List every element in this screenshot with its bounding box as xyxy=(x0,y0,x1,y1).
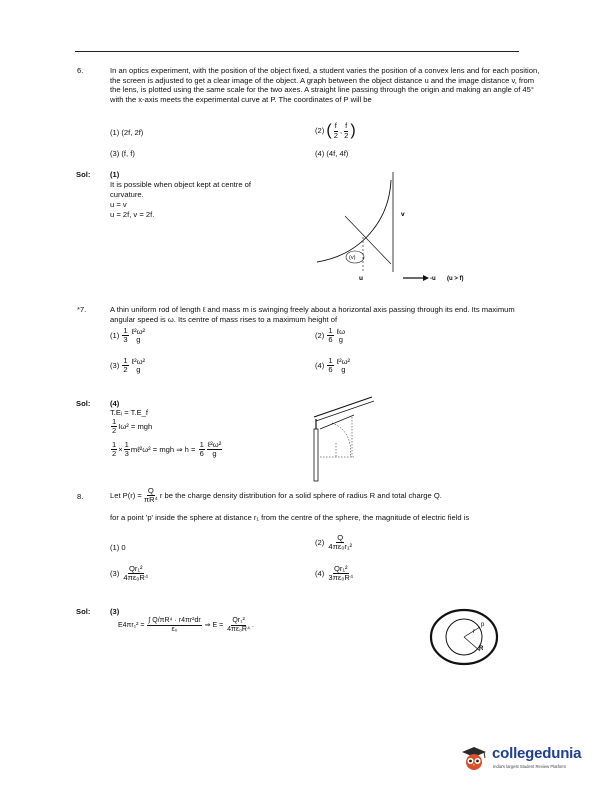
condition-label: (u > f) xyxy=(447,276,464,282)
option-2: (2) ( $\frac{f}{2}$ , $\frac{f}{2}$ ) xyxy=(315,121,356,140)
option-1: (1) (2f, 2f) xyxy=(110,128,144,137)
radius-line xyxy=(464,637,480,651)
brand-logo xyxy=(460,742,600,776)
sphere-figure xyxy=(428,607,500,667)
fraction-numerator: f xyxy=(345,121,348,131)
solution-line: $\frac{1}{2}$ × $\frac{1}{3}$ mℓ²ω² = mgh ⇒ h = $\frac{1}{6}$ $\frac{\text{ℓ²ω²}}{g}$ xyxy=(112,440,222,459)
option-label: (2) xyxy=(315,126,325,136)
option-1: (1) $\frac{1}{3}$ ℓ²ω² g xyxy=(110,326,146,345)
solution-equation: E4πr₁² = $\frac{\text{∫ Q/πR⁴ · r4πr²dr}}{\text{ε₀}}$ ⇒ E = $\frac{\text{Qr₁²}}{\text{4πε₀R⁴}}$ . xyxy=(118,617,254,633)
rod xyxy=(314,429,318,481)
brand-tagline: India's largest Student Review Platform xyxy=(493,764,566,769)
r-label: r xyxy=(473,629,475,635)
uv-graph xyxy=(315,172,505,284)
circle-label: (v) xyxy=(349,255,356,261)
rod-figure xyxy=(308,393,380,485)
option-2: (2) $\frac{1}{6}$ ℓω g xyxy=(315,326,346,345)
question-number: 8. xyxy=(77,492,84,501)
question-number: *7. xyxy=(77,305,87,314)
solution-label: Sol: xyxy=(76,607,91,616)
solution-line: T.Eᵢ = T.E_f xyxy=(110,408,148,417)
option-4: (4) (4f, 4f) xyxy=(315,149,349,158)
R-label: R xyxy=(479,646,484,652)
solution-answer: (4) xyxy=(110,399,120,408)
solution-label: Sol: xyxy=(76,170,91,179)
option-4: (4) $\frac{1}{6}$ ℓ²ω² g xyxy=(315,356,351,375)
p-label: p xyxy=(481,622,485,628)
solution-line: $\frac{1}{2}$ Iω² = mgh xyxy=(112,417,153,436)
ceiling xyxy=(314,397,372,417)
header-rule xyxy=(75,51,519,52)
option-3: (3) $\frac{1}{2}$ ℓ²ω² g xyxy=(110,356,146,375)
owl-icon xyxy=(460,744,488,772)
swing-arc xyxy=(332,423,350,457)
solution-line: u = v xyxy=(110,200,127,209)
v-label: v xyxy=(401,211,405,218)
option-3: (3) (f, f) xyxy=(110,149,135,158)
fraction-numerator: f xyxy=(334,121,337,131)
displaced-rod xyxy=(320,415,354,429)
uv-curve xyxy=(317,180,391,262)
question-text: for a point 'p' inside the sphere at distance r₁ from the centre of the sphere, the magnitude of electric field is xyxy=(110,513,470,522)
solution-line: It is possible when object kept at centre of xyxy=(110,180,251,189)
solution-label: Sol: xyxy=(76,399,91,408)
solution-answer: (3) xyxy=(110,607,120,616)
option-3: (3) $\frac{\text{Qr₁²}}{\text{4πε₀R⁴}}$ xyxy=(110,564,149,583)
arrowhead xyxy=(423,275,429,281)
u-label: u xyxy=(359,275,363,282)
u-axis-label: -u xyxy=(430,276,436,282)
radius-line xyxy=(464,627,480,637)
option-4: (4) $\frac{\text{Qr₁²}}{\text{3πε₀R⁴}}$ xyxy=(315,564,354,583)
question-text: Let P(r) = $\frac{Q}{\text{πR⁴}}$ r be the charge density distribution for a solid sphere of radius R and total charge Q. xyxy=(110,486,442,505)
fraction-denominator: 2 xyxy=(333,130,338,140)
option-1: (1) 0 xyxy=(110,543,126,552)
ceiling-edge xyxy=(316,401,374,421)
question-text: In an optics experiment, with the position of the object fixed, a student varies the position of a convex lens and for each position, the screen is adjusted to get a clear image of the object. A graph between the object distance u and the image distance v, from the lens, is plotted using the same scale for the two axes. A straight line passing through the origin and making an angle of 45° with the x-axis meets the experimental curve at P. The coordinates of P will be xyxy=(110,66,540,105)
fraction-denominator: 2 xyxy=(344,130,349,140)
option-2: (2) $\frac{Q}{\text{4πε₀r₁²}}$ xyxy=(315,533,353,552)
solution-line: u = 2f, v = 2f. xyxy=(110,210,155,219)
solution-answer: (1) xyxy=(110,170,120,179)
question-number: 6. xyxy=(77,66,84,75)
brand-name: collegedunia xyxy=(492,745,582,762)
solution-line: curvature. xyxy=(110,190,144,199)
question-text: A thin uniform rod of length ℓ and mass m is swinging freely about a horizontal axis passing through its end. Its maximum angular speed is ω. Its centre of mass rises to a maximum height of xyxy=(110,305,515,324)
